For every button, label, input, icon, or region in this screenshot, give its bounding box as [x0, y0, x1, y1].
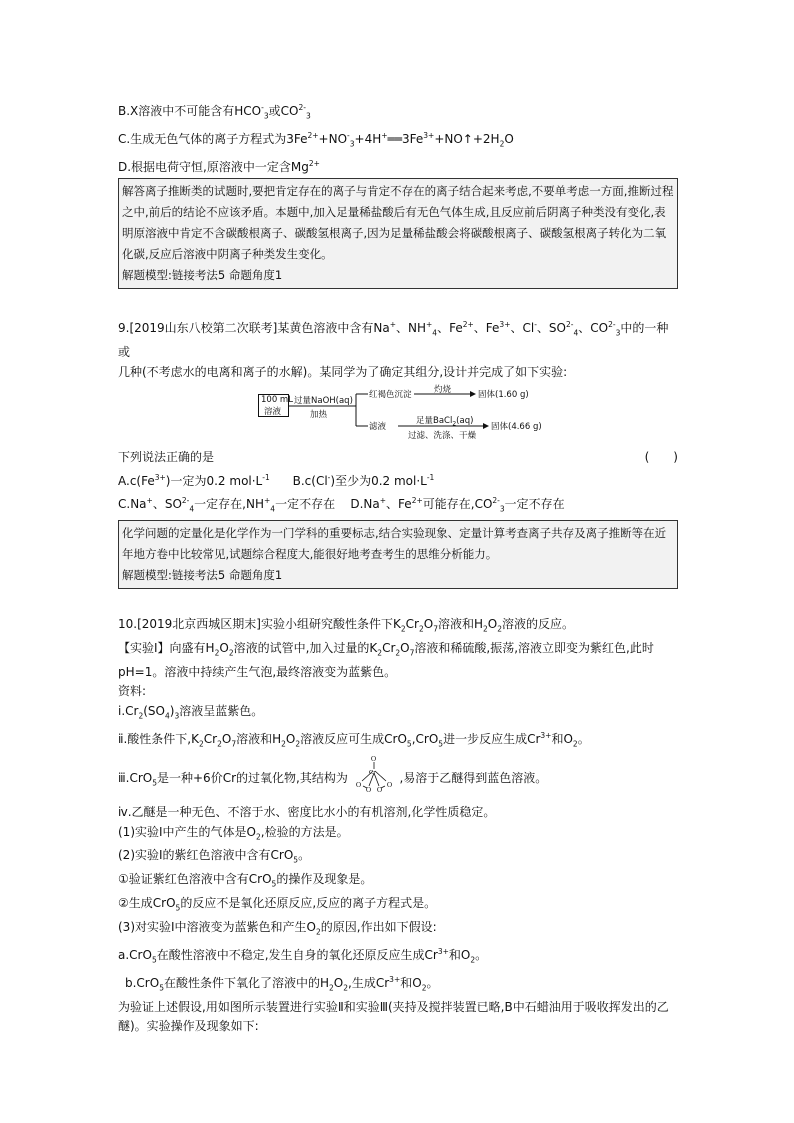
- q9-option-a[interactable]: $A.c(Fe^{3+})$一定为0.2 $mol\cdot L^{-1}$: [118, 472, 270, 488]
- q9-prompt: 下列说法正确的是 ( ): [118, 448, 678, 468]
- q10-info-iv: ⅳ.乙醚是一种无色、不溶于水、密度比水小的有机溶剂,化学性质稳定。: [118, 805, 496, 820]
- svg-text:Cr: Cr: [368, 768, 376, 776]
- q8-option-b[interactable]: B.X溶液中不可能含有$HCO^-_3$或$CO^{2-}_3$: [118, 103, 311, 121]
- q9-analysis-text: 化学问题的定量化是化学作为一门学科的重要标志,结合实验现象、定量计算考查离子共存及离子推断等在近年地方卷中比较常见,试题综合程度大,能很好地考查考生的思维分析能力。: [122, 526, 667, 562]
- q9-stem: 9.[2019山东八校第二次联考]某黄色溶液中含有Na+、$NH^+_4$、$Fe^{2+}$、$Fe^{3+}$、Cl-、$SO^{2-}_4$、$CO^{2-}_3$中的一种或 几种(不考虑水的电离和离子的水解)。某同学为了确定其组分,设计并完成了如下实验:: [118, 320, 669, 379]
- q9-option-b[interactable]: B.c(Cl-)至少为0.2 $mol\cdot L^{-1}$: [292, 472, 435, 488]
- q8-option-c[interactable]: C.生成无色气体的离子方程式为$3Fe^{2+}+NO^-_3+4H^+══3Fe^{3+}+NO↑+2H_2O$: [118, 130, 514, 149]
- q10-info-ii: ⅱ.酸性条件下$,K_2Cr_2O_7$溶液和$H_2O_2$溶液反应可生成CrO$_5$,CrO$_5$进一步反应生成$Cr^{3+}$和$O_2$。: [118, 730, 590, 749]
- flow-branch2-operation: 过滤、洗涤、干燥: [408, 431, 477, 442]
- flow-step1-condition: 加热: [310, 410, 328, 421]
- flow-branch1-precipitate: 红褐色沉淀: [369, 390, 412, 401]
- q10-part-1[interactable]: (1)实验Ⅰ中产生的气体是$O_2$,检验的方法是。: [118, 824, 349, 841]
- q9-options-ab: [118, 468, 678, 492]
- q9-model-link[interactable]: 解题模型:链接考法5 命题角度1: [122, 568, 283, 583]
- q9-options-cd: [118, 491, 678, 519]
- q10-experiment-1: 【实验Ⅰ】向盛有$H_2O_2$溶液的试管中,加入过量的$K_2Cr_2O_7$溶液和稀硫酸,振荡,溶液立即变为紫红色,此时 pH=1。溶液中持续产生气泡,最终溶液变为蓝紫色。: [118, 640, 654, 679]
- q8-option-d[interactable]: D.根据电荷守恒,原溶液中一定含$Mg^{2+}$: [118, 158, 320, 174]
- flow-branch2-result: 固体(4.66 g): [491, 422, 542, 433]
- flow-start-volume: 100 mL: [261, 395, 293, 406]
- flow-start-solution: 溶液: [264, 407, 282, 418]
- q10-verification-text: 为验证上述假设,用如图所示装置进行实验Ⅱ和实验Ⅲ(夹持及搅拌装置已略,B中石蜡油用于吸收挥发出的乙醚)。实验操作及现象如下:: [118, 999, 669, 1034]
- q9-answer-paren[interactable]: ( ): [644, 450, 678, 465]
- q8-analysis-box: [118, 178, 678, 289]
- svg-text:O: O: [365, 785, 371, 792]
- page-content: [118, 98, 678, 1037]
- svg-text:O: O: [386, 780, 392, 789]
- q10-hypothesis-b: b.CrO$_5$在酸性条件下氧化了溶液中的$H_2O_2$,生成$Cr^{3+}$和$O_2$。: [125, 974, 439, 993]
- flow-branch1-result: 固体(1.60 g): [478, 390, 529, 401]
- flow-step1-reagent: 过量NaOH(aq): [294, 396, 353, 407]
- q10-part-2-2[interactable]: ②生成CrO$_5$的反应不是氧化还原反应,反应的离子方程式是。: [118, 896, 437, 913]
- q9-option-c[interactable]: C.Na+、$SO^{2-}_4$一定存在$,NH^+_4$一定不存在: [118, 496, 336, 514]
- svg-text:O: O: [370, 754, 376, 763]
- q9-option-d[interactable]: D.Na+、$Fe^{2+}$可能存在$,CO^{2-}_3$一定不存在: [350, 496, 565, 514]
- q9-analysis-box: [118, 520, 678, 589]
- q10-part-2: (2)实验Ⅰ的紫红色溶液中含有CrO$_5$。: [118, 848, 311, 865]
- svg-text:O: O: [376, 785, 382, 792]
- q10-part-3: (3)对实验Ⅰ中溶液变为蓝紫色和产生$O_2$的原因,作出如下假设:: [118, 920, 437, 937]
- svg-text:O: O: [355, 780, 361, 789]
- q10-part-2-1[interactable]: ①验证紫红色溶液中含有CrO$_5$的操作及现象是。: [118, 872, 373, 889]
- flow-branch1-operation: 灼烧: [434, 385, 452, 396]
- q9-flowchart: [258, 385, 678, 442]
- q10-hypothesis-a: a.CrO$_5$在酸性溶液中不稳定,发生自身的氧化还原反应生成$Cr^{3+}$和$O_2$。: [118, 946, 488, 965]
- q10-info-heading: 资料:: [118, 684, 147, 699]
- q8-model-link[interactable]: 解题模型:链接考法5 命题角度1: [122, 268, 283, 283]
- q10-info-i: $ⅰ.Cr_2(SO_4)_3$溶液呈蓝紫色。: [118, 703, 264, 721]
- q10-info-iii: ⅲ.CrO$_5$是一种+6价Cr的过氧化物,其结构为 O Cr O O O O ,易溶于乙醚得到蓝色溶液。: [118, 754, 548, 792]
- flow-branch2-reagent: 足量BaCl$_2$(aq): [416, 416, 474, 428]
- q8-analysis-text: 解答离子推断类的试题时,要把肯定存在的离子与肯定不存在的离子结合起来考虑,不要单考虑一方面,推断过程之中,前后的结论不应该矛盾。本题中,加入足量稀盐酸后有无色气体生成,且反应前后阴离子种类没有变化,表明原溶液中肯定不含碳酸根离子、碳酸氢根离子,因为足量稀盐酸会将碳酸根离子、碳酸氢根离子转化为二氧化碳,反应后溶液中阴离子种类发生变化。: [122, 184, 674, 262]
- cro5-structure-diagram: [352, 754, 396, 792]
- flow-branch2-filtrate: 滤液: [369, 422, 387, 433]
- q10-stem: 10.[2019北京西城区期末]实验小组研究酸性条件下$K_2Cr_2O_7$溶液和$H_2O_2$溶液的反应。: [118, 617, 575, 634]
